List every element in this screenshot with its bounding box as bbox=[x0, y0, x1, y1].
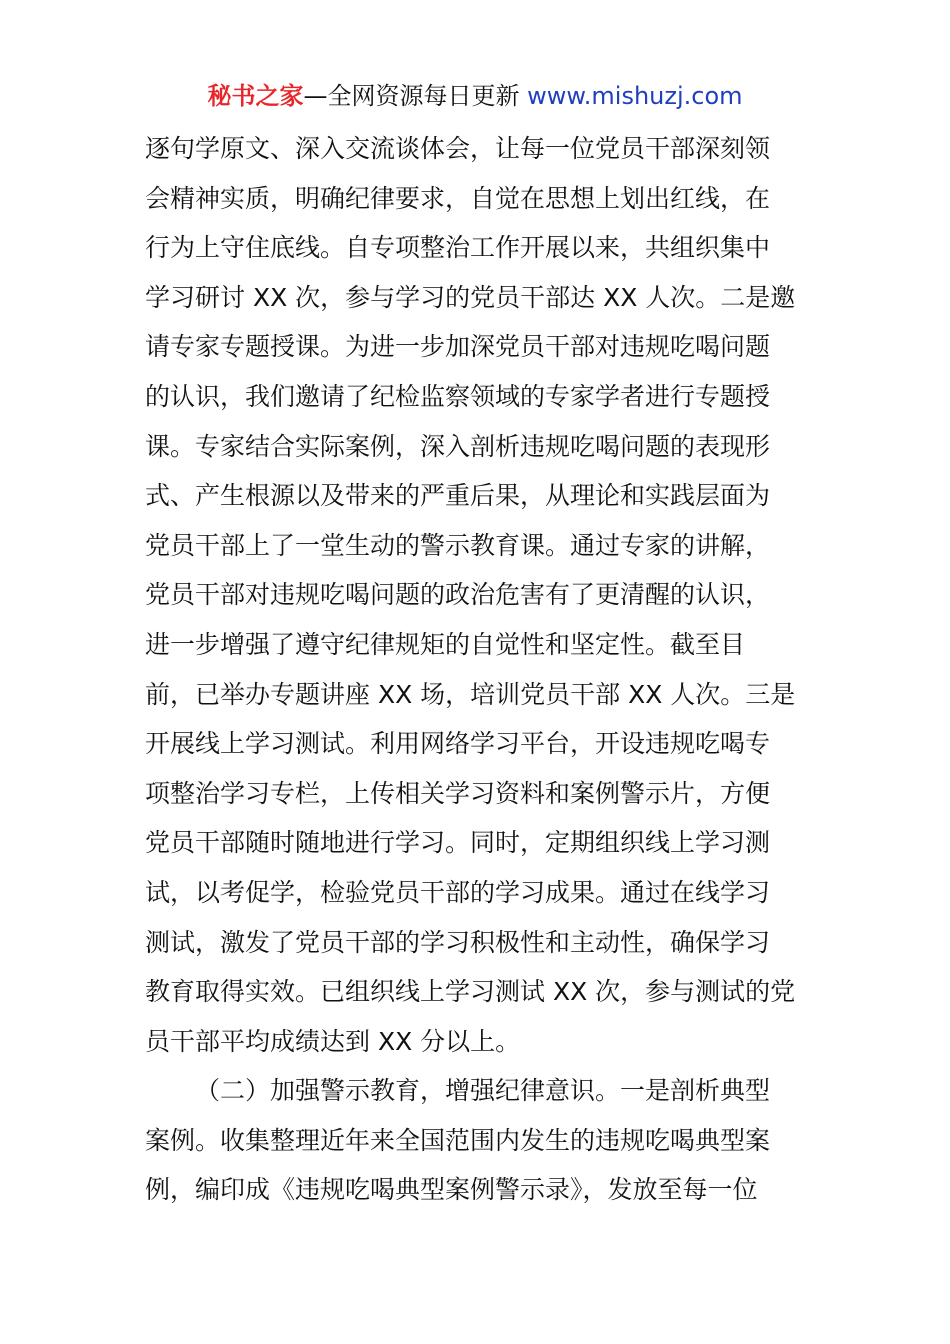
text-line: 教育取得实效。已组织线上学习测试 XX 次，参与测试的党 bbox=[145, 977, 796, 1007]
document-body bbox=[145, 124, 810, 1215]
text-line: 式、产生根源以及带来的严重后果，从理论和实践层面为 bbox=[145, 481, 771, 511]
text-line: 请专家专题授课。为进一步加深党员干部对违规吃喝问题 bbox=[145, 332, 771, 362]
text-line: 例，编印成《违规吃喝典型案例警示录》，发放至每一位 bbox=[145, 1175, 758, 1205]
text-line: 党员干部对违规吃喝问题的政治危害有了更清醒的认识， bbox=[145, 580, 771, 610]
text-line: 党员干部随时随地进行学习。同时，定期组织线上学习测 bbox=[145, 828, 771, 858]
site-name: 秘书之家 bbox=[207, 82, 304, 110]
text-line: 会精神实质，明确纪律要求，自觉在思想上划出红线，在 bbox=[145, 183, 771, 213]
text-line: 测试，激发了党员干部的学习积极性和主动性，确保学习 bbox=[145, 927, 771, 957]
text-line: 行为上守住底线。自专项整治工作开展以来，共组织集中 bbox=[145, 233, 771, 263]
site-tagline: —全网资源每日更新 bbox=[303, 82, 520, 110]
text-line: 进一步增强了遵守纪律规矩的自觉性和坚定性。截至目 bbox=[145, 629, 746, 659]
text-line: 项整治学习专栏，上传相关学习资料和案例警示片，方便 bbox=[145, 778, 771, 808]
site-url-link[interactable]: www.mishuzj.com bbox=[527, 82, 743, 110]
text-line: 的认识，我们邀请了纪检监察领域的专家学者进行专题授 bbox=[145, 381, 771, 411]
text-line: 逐句学原文、深入交流谈体会，让每一位党员干部深刻领 bbox=[145, 134, 771, 163]
section-heading-line: （二）加强警示教育，增强纪律意识。一是剖析典型 bbox=[195, 1076, 771, 1106]
text-line: 开展线上学习测试。利用网络学习平台，开设违规吃喝专 bbox=[145, 729, 771, 759]
text-line: 学习研讨 XX 次，参与学习的党员干部达 XX 人次。二是邀 bbox=[145, 282, 796, 312]
text-line: 试，以考促学，检验党员干部的学习成果。通过在线学习 bbox=[145, 877, 771, 907]
text-line: 课。专家结合实际案例，深入剖析违规吃喝问题的表现形 bbox=[145, 431, 771, 461]
text-line: 前，已举办专题讲座 XX 场，培训党员干部 XX 人次。三是 bbox=[145, 679, 796, 709]
site-header bbox=[0, 78, 950, 114]
text-line: 案例。收集整理近年来全国范围内发生的违规吃喝典型案 bbox=[145, 1125, 771, 1155]
text-line: 员干部平均成绩达到 XX 分以上。 bbox=[145, 1026, 521, 1056]
text-line: 党员干部上了一堂生动的警示教育课。通过专家的讲解， bbox=[145, 530, 771, 560]
